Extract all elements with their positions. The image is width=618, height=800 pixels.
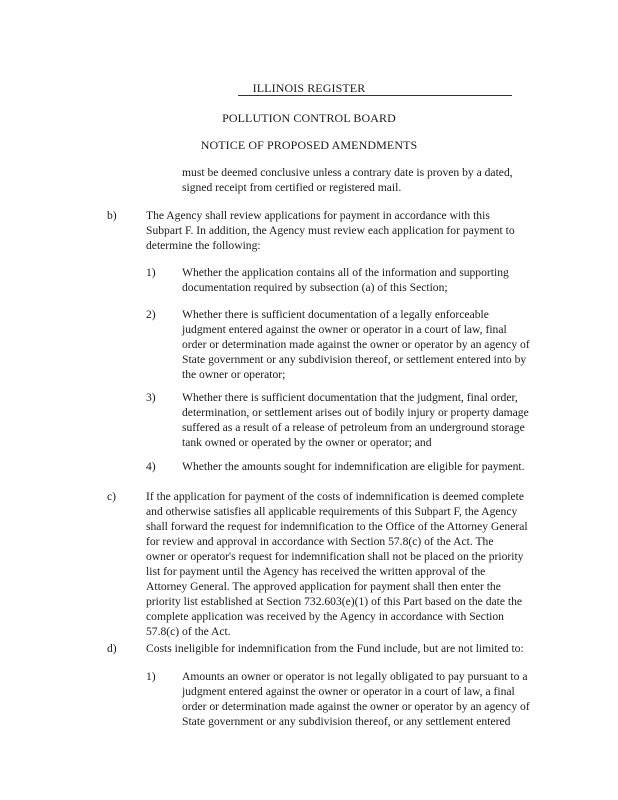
text-line: Costs ineligible for indemnification from the Fund include, but are not limited to:	[146, 642, 524, 655]
text-line: Amounts an owner or operator is not legally obligated to pay pursuant to a	[182, 670, 528, 683]
text-line: must be deemed conclusive unless a contrary date is proven by a dated,	[182, 166, 513, 179]
item-b4-label: 4)	[146, 460, 156, 473]
item-b1-label: 1)	[146, 266, 156, 279]
text-line: State government or any subdivision thereof, or settlement entered into by	[182, 353, 527, 366]
text-line: suffered as a result of a release of petroleum from an underground storage	[182, 421, 525, 434]
text-line: State government or any subdivision thereof, or any settlement entered	[182, 715, 511, 728]
text-line: order or determination made against the owner or operator by an agency of	[182, 700, 530, 713]
text-line: Whether there is sufficient documentation of a legally enforceable	[182, 308, 489, 321]
text-line: judgment entered against the owner or operator in a court of law, a final	[182, 685, 515, 698]
text-line: If the application for payment of the costs of indemnification is deemed complete	[146, 490, 524, 503]
text-line: shall forward the request for indemnification to the Office of the Attorney General	[146, 520, 528, 533]
text-line: order or determination made against the owner or operator by an agency of	[182, 338, 530, 351]
text-line: complete application was received by the Agency in accordance with Section	[146, 610, 504, 623]
text-line: Whether the amounts sought for indemnification are eligible for payment.	[182, 460, 525, 473]
section-c-paragraph	[146, 489, 528, 639]
text-line: signed receipt from certified or registered mail.	[182, 181, 402, 194]
board-title: POLLUTION CONTROL BOARD	[222, 111, 396, 125]
notice-title: NOTICE OF PROPOSED AMENDMENTS	[200, 138, 418, 152]
section-d-paragraph	[146, 641, 524, 656]
text-line: and otherwise satisfies all applicable requirements of this Subpart F, the Agency	[146, 505, 518, 518]
register-title: ILLINOIS REGISTER	[252, 81, 366, 95]
text-line: Whether the application contains all of the information and supporting	[182, 266, 509, 279]
item-b2-label: 2)	[146, 308, 156, 321]
item-d1-text	[182, 669, 530, 729]
text-line: Attorney General. The approved application for payment shall then enter the	[146, 580, 501, 593]
text-line: owner or operator's request for indemnification shall not be placed on the priority	[146, 550, 524, 563]
section-c-label: c)	[107, 490, 117, 503]
text-line: Subpart F. In addition, the Agency must review each application for payment to	[146, 224, 515, 237]
text-line: determination, or settlement arises out of bodily injury or property damage	[182, 406, 529, 419]
text-line: The Agency shall review applications for payment in accordance with this	[146, 209, 490, 222]
text-line: judgment entered against the owner or operator in a court of law, final	[182, 323, 507, 336]
item-b3-text	[182, 390, 529, 450]
text-line: 57.8(c) of the Act.	[146, 625, 231, 638]
item-b3-label: 3)	[146, 391, 156, 404]
section-d-label: d)	[107, 642, 117, 655]
item-b1-text	[182, 265, 509, 295]
text-line: priority list established at Section 732.603(e)(1) of this Part based on the date the	[146, 595, 523, 608]
item-b2-text	[182, 307, 530, 382]
text-line: for review and approval in accordance with Section 57.8(c) of the Act. The	[146, 535, 494, 548]
header-rule	[238, 95, 512, 96]
text-line: determine the following:	[146, 239, 261, 252]
text-line: the owner or operator;	[182, 368, 286, 381]
item-b4-text	[182, 459, 525, 474]
section-b-label: b)	[107, 209, 117, 222]
item-d1-label: 1)	[146, 670, 156, 683]
text-line: tank owned or operated by the owner or operator; and	[182, 436, 432, 449]
intro-paragraph	[182, 165, 513, 195]
text-line: Whether there is sufficient documentation that the judgment, final order,	[182, 391, 518, 404]
section-b-paragraph	[146, 208, 515, 253]
text-line: list for payment until the Agency has received the written approval of the	[146, 565, 486, 578]
text-line: documentation required by subsection (a) of this Section;	[182, 281, 448, 294]
